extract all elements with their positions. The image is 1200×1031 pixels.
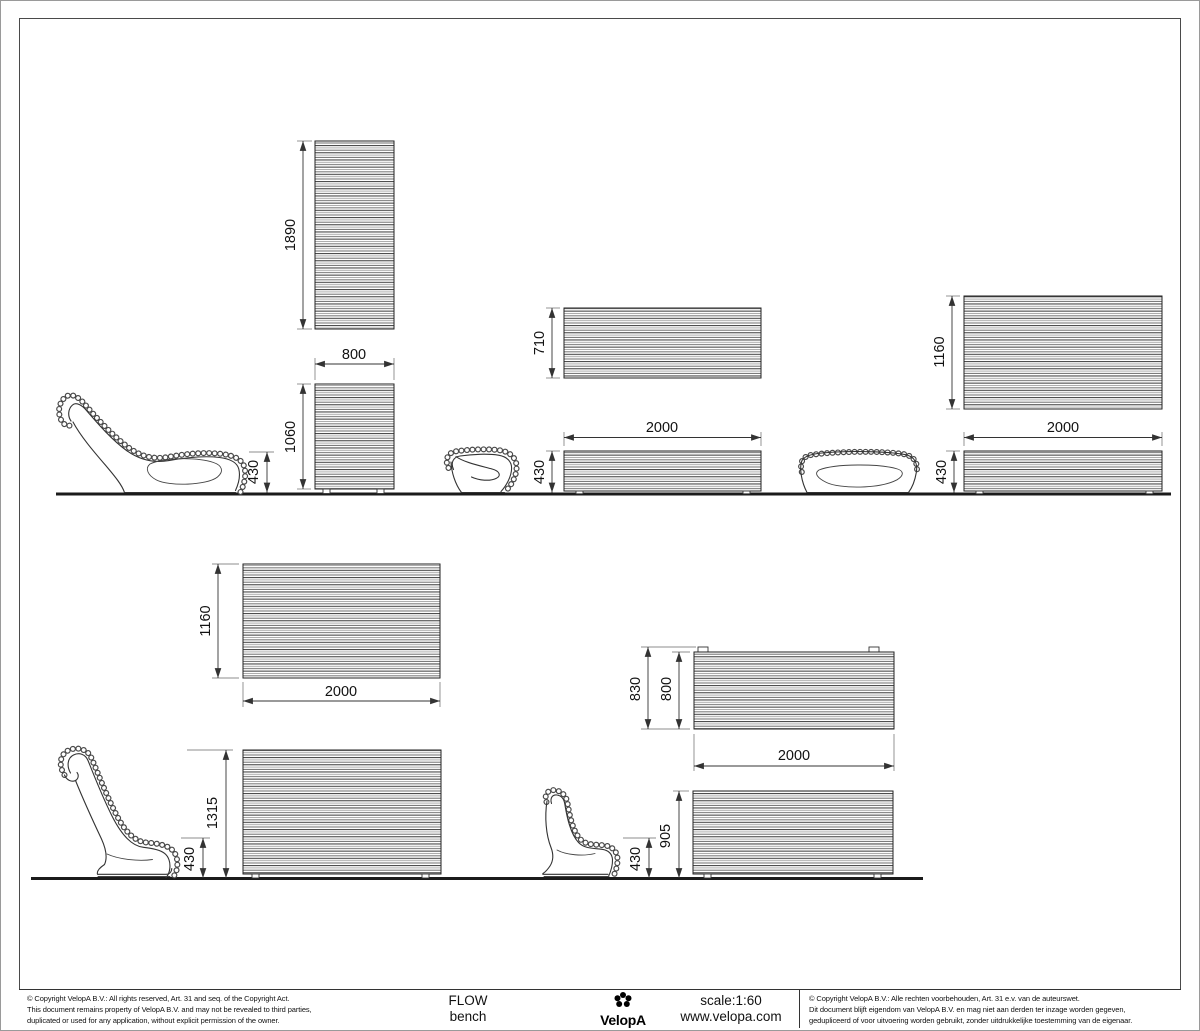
front-view-single-bench — [283, 347, 394, 494]
product-block — [408, 993, 528, 1025]
cad-drawing — [1, 1, 1200, 1031]
copyright-dutch — [809, 993, 1132, 1026]
dim-label-1890: 1890 — [283, 218, 299, 252]
dim-label-2000: 2000 — [645, 420, 679, 436]
dim-label-800: 800 — [659, 676, 675, 702]
dim-label-430: 430 — [628, 846, 644, 872]
top-view-single-bench — [283, 141, 394, 329]
dim-label-1160: 1160 — [198, 605, 214, 637]
copyright-english — [27, 993, 312, 1026]
title-block — [19, 989, 1181, 1028]
copyright-en-line1: © Copyright VelopA B.V.: All rights reserved, Art. 31 and seq. of the Copyright Act. — [27, 994, 290, 1003]
product-name: FLOW — [448, 993, 488, 1008]
dim-label-800: 800 — [341, 347, 367, 363]
dim-label-430: 430 — [532, 459, 548, 485]
dim-label-2000: 2000 — [324, 684, 358, 700]
top-view-highback-bench — [198, 564, 440, 707]
dim-label-1315: 1315 — [205, 796, 221, 830]
side-view-highback-bench — [61, 749, 233, 878]
scale-label: scale:1:60 — [700, 993, 762, 1008]
copyright-en-line3: duplicated or used for any application, without explicit permission of the owner. — [27, 1016, 280, 1025]
dim-label-2000: 2000 — [777, 748, 811, 764]
side-view-midback-bench — [543, 790, 689, 878]
product-type: bench — [449, 1009, 487, 1024]
side-view-backless-bench — [447, 449, 517, 492]
dim-label-905: 905 — [658, 823, 674, 849]
copyright-nl-line2: Dit document blijft eigendom van VelopA B.V. en mag niet aan derden ter inzage worden gegeven, — [809, 1005, 1126, 1014]
copyright-en-line2: This document remains property of VelopA B.V. and may not be revealed to third parties, — [27, 1005, 312, 1014]
flower-icon — [608, 991, 638, 1009]
dim-label-2000: 2000 — [1046, 420, 1080, 436]
brand-name: VelopA — [600, 1012, 646, 1028]
front-view-midback-bench — [693, 791, 893, 878]
dim-label-430: 430 — [246, 459, 262, 485]
dim-label-1060: 1060 — [283, 420, 299, 454]
front-view-highback-bench — [243, 750, 441, 878]
dim-label-710: 710 — [532, 330, 548, 356]
top-view-backless-bench — [532, 308, 761, 378]
side-view-lounge-bench — [59, 395, 274, 492]
copyright-nl-line1: © Copyright VelopA B.V.: Alle rechten voorbehouden, Art. 31 e.v. van de auteurswet. — [809, 994, 1080, 1003]
top-view-lounge-bench — [932, 296, 1162, 409]
website-label: www.velopa.com — [680, 1009, 782, 1024]
end-view-lounge-bench — [801, 452, 917, 493]
dim-label-830: 830 — [628, 676, 644, 702]
top-view-midback-bench — [628, 647, 894, 771]
scale-block — [649, 993, 813, 1025]
dim-label-430: 430 — [934, 459, 950, 485]
front-view-lounge-bench — [934, 420, 1162, 494]
dim-label-430: 430 — [182, 846, 198, 872]
copyright-nl-line3: gedupliceerd of voor uitvoering worden gebruikt, zonder uitdrukkelijke toestemming van de eigenaar. — [809, 1016, 1133, 1025]
footer-divider — [799, 990, 800, 1028]
front-view-backless-bench — [532, 420, 761, 494]
dim-label-1160: 1160 — [932, 336, 948, 368]
